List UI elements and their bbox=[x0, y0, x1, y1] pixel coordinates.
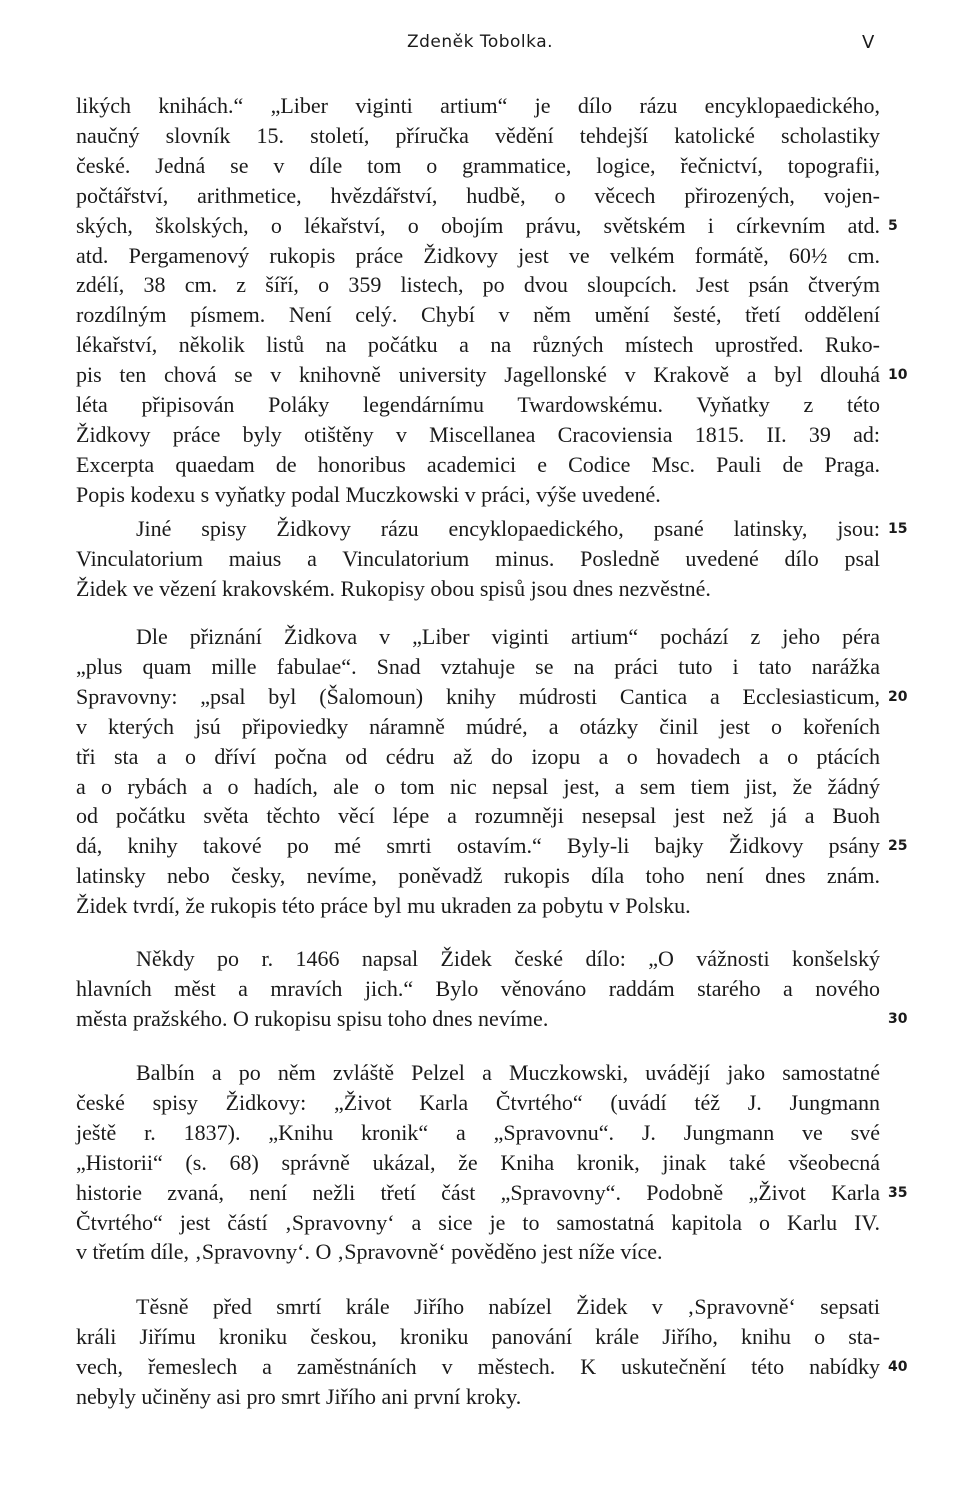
margin-line-number: 30 bbox=[888, 1010, 908, 1027]
text-line: atd. Pergamenový rukopis práce Židkovy jest ve velkém formátě, 60½ cm. bbox=[76, 242, 880, 268]
text-line: králi Jiřímu kroniku českou, kroniku panování krále Jiřího, knihu o sta- bbox=[76, 1323, 880, 1349]
text-line: Spravovny: „psal byl (Šalomoun) knihy múdrosti Cantica a Ecclesiasticum, bbox=[76, 683, 880, 709]
text-line: likých knihách.“ „Liber viginti artium“ je dílo rázu encyklopaedického, bbox=[76, 93, 880, 118]
text-line: Balbín a po něm zvláště Pelzel a Muczkowski, uvádějí jako samostatné bbox=[136, 1060, 880, 1085]
text-line: lékařství, několik listů na počátku a na různých místech uprostřed. Ruko- bbox=[76, 332, 880, 358]
margin-line-number: 35 bbox=[888, 1184, 908, 1201]
text-line: Jiné spisy Židkovy rázu encyklopaedického, psané latinsky, jsou: bbox=[136, 516, 880, 541]
text-line: „Historii“ (s. 68) správně ukázal, že Kniha kronik, jinak také všeobecná bbox=[76, 1149, 880, 1175]
text-line: zdélí, 38 cm. z šíří, o 359 listech, po dvou sloupcích. Jest psán čtverým bbox=[76, 272, 880, 298]
text-line: hlavních měst a mravích jich.“ Bylo věnováno raddám starého a nového bbox=[76, 975, 880, 1001]
text-line: Židek tvrdí, že rukopis této práce byl mu ukraden za pobytu v Polsku. bbox=[76, 893, 691, 919]
text-line: pis ten chová se v knihovně university Jagellonské v Krakově a byl dlouhá bbox=[76, 362, 880, 388]
text-line: vech, řemeslech a zaměstnáních v městech. K uskutečnění této nabídky bbox=[76, 1353, 880, 1379]
margin-line-number: 10 bbox=[888, 367, 908, 384]
text-line: historie zvaná, není nežli třetí část „Spravovny“. Podobně „Život Karla bbox=[76, 1179, 880, 1205]
text-line: Čtvrtého“ jest částí ‚Spravovny‘ a sice je to samostatná kapitola o Karlu IV. bbox=[76, 1209, 880, 1235]
text-line: Vinculatorium maius a Vinculatorium minus. Posledně uvedené dílo psal bbox=[76, 545, 880, 571]
running-title: Zdeněk Tobolka. bbox=[406, 32, 554, 52]
text-line: Někdy po r. 1466 napsal Židek české dílo: „O vážnosti konšelský bbox=[136, 946, 880, 971]
text-line: ských, školských, o lékařství, o obojím právu, světském i církevním atd. bbox=[76, 212, 880, 238]
text-line: Židek ve vězení krakovském. Rukopisy obou spisů jsou dnes nezvěstné. bbox=[76, 575, 711, 601]
text-line: města pražského. O rukopisu spisu toho dnes nevíme. bbox=[76, 1005, 549, 1031]
page-header bbox=[0, 32, 960, 60]
text-line: „plus quam mille fabulae“. Snad vztahuje se na práci tuto i tato narážka bbox=[76, 653, 880, 679]
margin-line-number: 5 bbox=[888, 217, 898, 234]
margin-line-number: 20 bbox=[888, 688, 908, 705]
text-line: Dle přiznání Židkova v „Liber viginti artium“ pochází z jeho péra bbox=[136, 624, 880, 649]
text-line: Těsně před smrtí krále Jiřího nabízel Židek v ‚Spravovně‘ sepsati bbox=[136, 1294, 880, 1319]
text-line: a o rybách a o hadích, ale o tom nic nepsal jest, a sem tiem jist, že žádný bbox=[76, 773, 880, 799]
text-line: české spisy Židkovy: „Život Karla Čtvrtého“ (uvádí též J. Jungmann bbox=[76, 1089, 880, 1115]
text-line: české. Jedná se v díle tom o grammatice, logice, řečnictví, topografii, bbox=[76, 152, 880, 178]
text-line: latinsky nebo česky, nevíme, poněvadž rukopis díla toho není dnes znám. bbox=[76, 863, 880, 889]
text-line: ještě r. 1837). „Knihu kronik“ a „Spravovnu“. J. Jungmann ve své bbox=[76, 1119, 880, 1145]
text-line: od počátku světa těchto věcí lépe a rozumněji nesepsal jest než já a Buoh bbox=[76, 803, 880, 829]
text-line: nebyly učiněny asi pro smrt Jiřího ani první kroky. bbox=[76, 1383, 522, 1409]
text-line: Popis kodexu s vyňatky podal Muczkowski v práci, výše uvedené. bbox=[76, 481, 661, 507]
text-line: tři sta a o dříví počna od cédru až do izopu a o hovadech a o ptácích bbox=[76, 743, 880, 769]
text-line: rozdílným písmem. Není celý. Chybí v něm umění šesté, třetí oddělení bbox=[76, 302, 880, 328]
text-line: dá, knihy takové po mé smrti ostavím.“ Byly-li bajky Židkovy psány bbox=[76, 833, 880, 859]
text-line: naučný slovník 15. století, příručka vědění tehdejší katolické scholastiky bbox=[76, 122, 880, 148]
margin-line-number: 40 bbox=[888, 1358, 908, 1375]
page-number: V bbox=[862, 32, 875, 53]
margin-line-number: 15 bbox=[888, 521, 908, 537]
text-line: v kterých jsú připoviedky náramně múdré, a otázky činil jest o kořeních bbox=[76, 713, 880, 739]
text-line: léta připisován Poláky legendárnímu Twardowskému. Vyňatky z této bbox=[76, 392, 880, 417]
text-line: Excerpta quaedam de honoribus academici e Codice Msc. Pauli de Praga. bbox=[76, 451, 880, 477]
margin-line-number: 25 bbox=[888, 838, 908, 855]
text-line: Židkovy práce byly otištěny v Miscellanea Cracoviensia 1815. II. 39 ad: bbox=[76, 421, 880, 447]
text-line: počtářství, arithmetice, hvězdářství, hudbě, o věcech přirozených, vojen- bbox=[76, 182, 880, 208]
text-line: v třetím díle, ‚Spravovny‘. O ‚Spravovně‘ pověděno jest níže více. bbox=[76, 1239, 663, 1265]
